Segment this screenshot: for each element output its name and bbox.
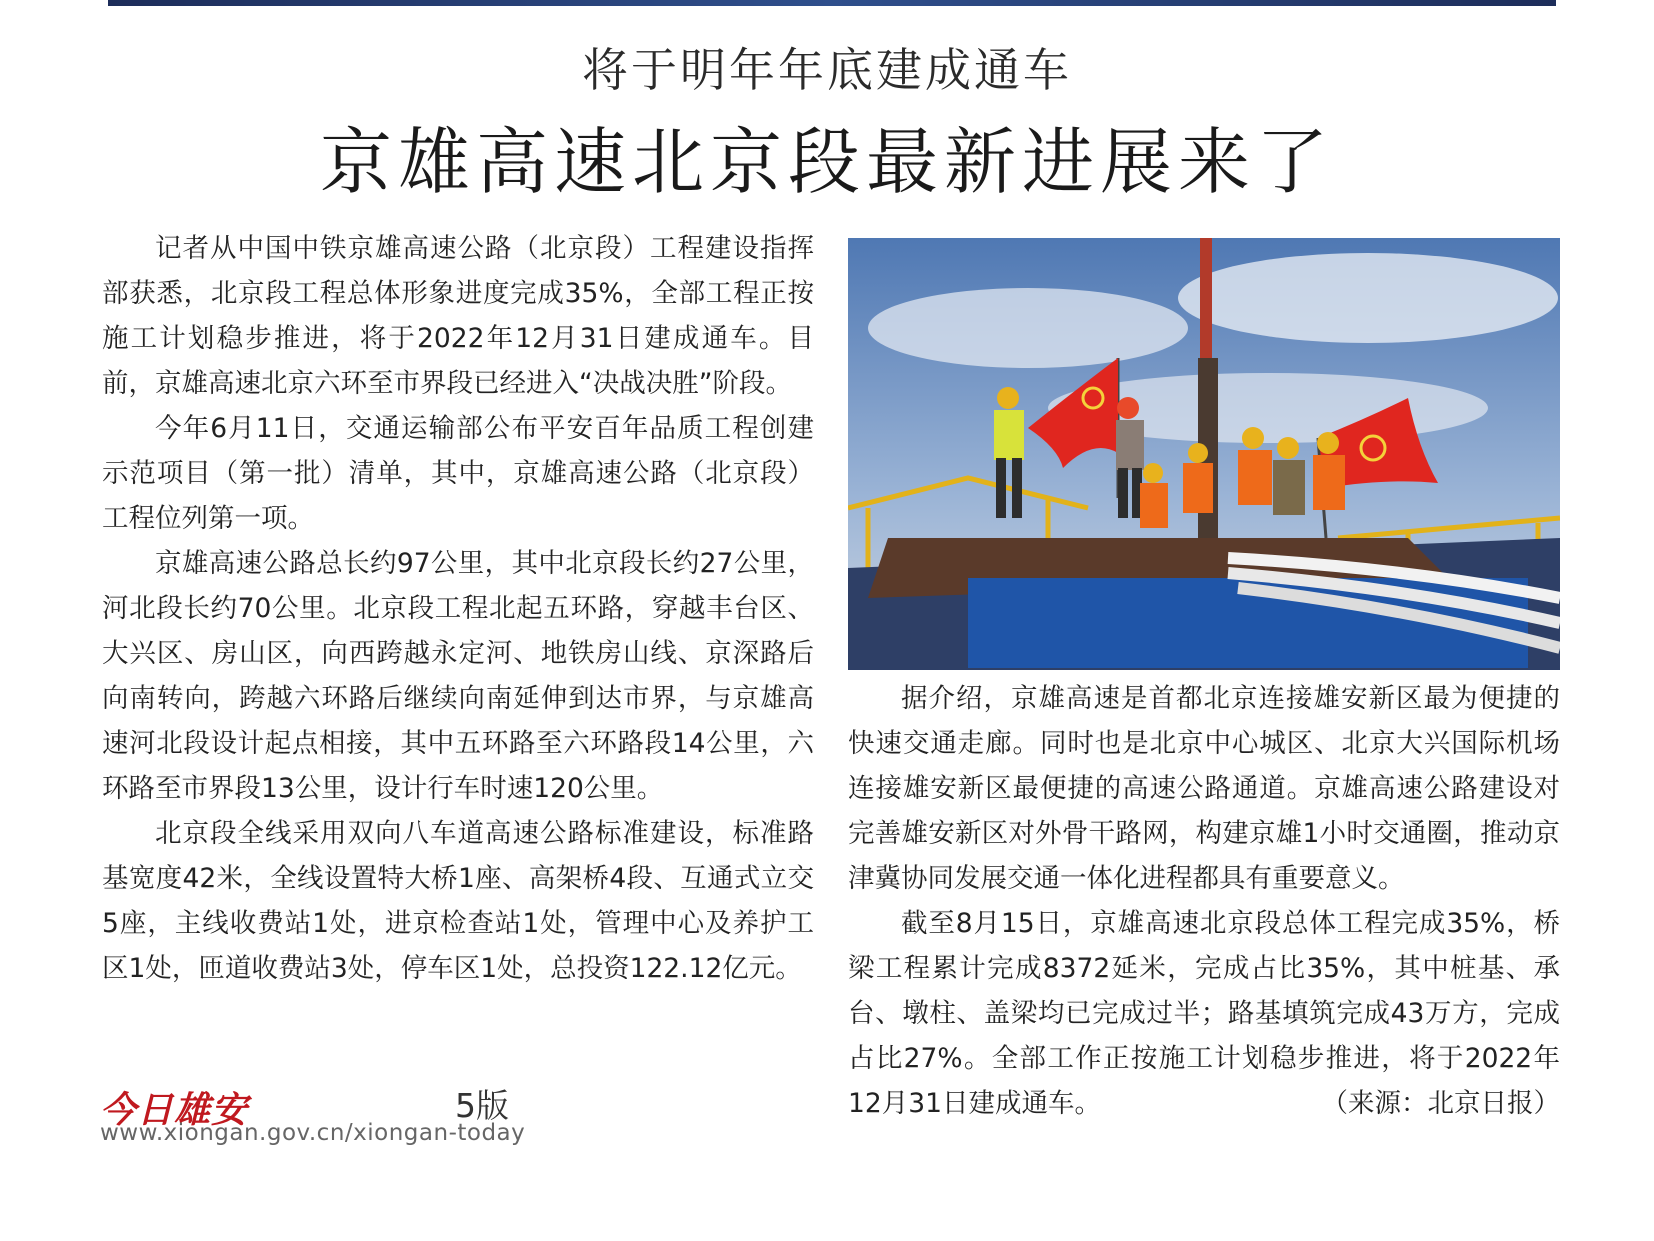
article-subtitle: 将于明年年底建成通车 [582, 43, 1072, 97]
construction-photo [848, 238, 1560, 670]
article-title: 京雄高速北京段最新进展来了 [319, 120, 1334, 204]
paragraph: 记者从中国中铁京雄高速公路（北京段）工程建设指挥部获悉，北京段工程总体形象进度完成35%，全部工程正按施工计划稳步推进，将于2022年12月31日建成通车。目前，京雄高速北京六环至市界段已经进入“决战决胜”阶段。 [102, 233, 814, 399]
paragraph: 今年6月11日，交通运输部公布平安百年品质工程创建示范项目（第一批）清单，其中，京雄高速公路（北京段）工程位列第一项。 [102, 413, 814, 534]
publication-logo: 今日雄安 [100, 1089, 249, 1131]
left-column [102, 226, 814, 991]
paragraph [848, 901, 1560, 1126]
paragraph-text: 截至8月15日，京雄高速北京段总体工程完成35%，桥梁工程累计完成8372延米，完成占比35%，其中桩基、承台、墩柱、盖梁均已完成过半；路基填筑完成43万方，完成占比27%。全部工作正按施工计划稳步推进，将于2022年12月31日建成通车。 [848, 908, 1560, 1119]
header-rule [108, 0, 1556, 6]
paragraph: 据介绍，京雄高速是首都北京连接雄安新区最为便捷的快速交通走廊。同时也是北京中心城区、北京大兴国际机场连接雄安新区最便捷的高速公路通道。京雄高速公路建设对完善雄安新区对外骨干路网，构建京雄1小时交通圈，推动京津冀协同发展交通一体化进程都具有重要意义。 [848, 683, 1560, 894]
right-column [848, 676, 1560, 1126]
paragraph: 北京段全线采用双向八车道高速公路标准建设，标准路基宽度42米，全线设置特大桥1座、高架桥4段、互通式立交5座，主线收费站1处，进京检查站1处，管理中心及养护工区1处，匝道收费站3处，停车区1处，总投资122.12亿元。 [102, 818, 814, 984]
site-url: www.xiongan.gov.cn/xiongan-today [100, 1120, 526, 1146]
paragraph: 京雄高速公路总长约97公里，其中北京段长约27公里，河北段长约70公里。北京段工程北起五环路，穿越丰台区、大兴区、房山区，向西跨越永定河、地铁房山线、京深路后向南转向，跨越六环路后继续向南延伸到达市界，与京雄高速河北段设计起点相接，其中五环路至六环路段14公里，六环路至市界段13公里，设计行车时速120公里。 [102, 548, 814, 804]
source-credit: （来源：北京日报） [1321, 1088, 1560, 1119]
page-number: 5版 [455, 1086, 509, 1125]
